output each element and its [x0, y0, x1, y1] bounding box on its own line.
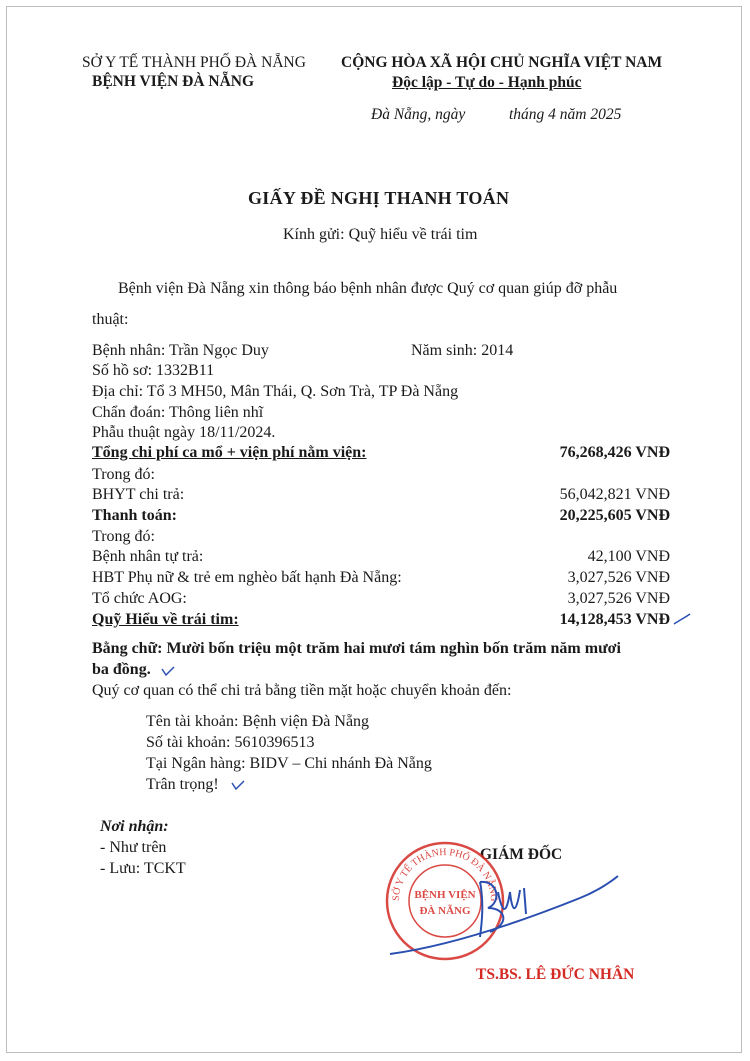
bank-name: Tại Ngân hàng: BIDV – Chi nhánh Đà Nẵng: [146, 755, 432, 772]
in-words-line-1: Bằng chữ: Mười bốn triệu một trăm hai mươi tám nghìn bốn trăm năm mươi: [92, 640, 621, 657]
recipients-heading: Nơi nhận:: [100, 818, 169, 835]
document-title: GIẤY ĐỀ NGHỊ THANH TOÁN: [248, 188, 510, 208]
fund-label: Quỹ Hiểu về trái tim:: [92, 611, 239, 628]
self-pay-label: Bệnh nhân tự trả:: [92, 548, 204, 565]
total-cost-value: 76,268,426 VNĐ: [559, 444, 670, 461]
recipients-item-1: - Như trên: [100, 839, 167, 856]
date-rest: tháng 4 năm 2025: [509, 106, 622, 123]
account-number: Số tài khoản: 5610396513: [146, 734, 315, 751]
in-words-line-2: ba đồng.: [92, 661, 151, 678]
transfer-intro: Quý cơ quan có thể chi trả bằng tiền mặt hoặc chuyển khoản đến:: [92, 682, 512, 699]
ministry-name: SỞ Y TẾ THÀNH PHỐ ĐÀ NẴNG: [82, 54, 306, 71]
handwritten-signature: [380, 862, 630, 962]
payment-label: Thanh toán:: [92, 507, 177, 524]
intro-line-2: thuật:: [92, 311, 129, 328]
fund-value: 14,128,453 VNĐ: [559, 611, 670, 628]
tick-stroke-icon: [672, 612, 692, 626]
recipients-item-2: - Lưu: TCKT: [100, 860, 186, 877]
patient-diagnosis: Chẩn đoán: Thông liên nhĩ: [92, 404, 264, 421]
hbt-label: HBT Phụ nữ & trẻ em nghèo bất hạnh Đà Nẵng:: [92, 569, 402, 586]
intro-line-1: Bệnh viện Đà Nẵng xin thông báo bệnh nhân được Quý cơ quan giúp đỡ phẫu: [118, 280, 618, 297]
bhyt-label: BHYT chi trả:: [92, 486, 185, 503]
stamp-inner-text-2: ĐÀ NẴNG: [419, 905, 471, 917]
of-which-label-1: Trong đó:: [92, 466, 155, 483]
payment-value: 20,225,605 VNĐ: [559, 507, 670, 524]
signer-name: TS.BS. LÊ ĐỨC NHÂN: [476, 966, 635, 983]
total-cost-label: Tổng chi phí ca mổ + viện phí nằm viện:: [92, 444, 367, 461]
self-pay-value: 42,100 VNĐ: [587, 548, 670, 565]
aog-label: Tổ chức AOG:: [92, 590, 187, 607]
country-name: CỘNG HÒA XÃ HỘI CHỦ NGHĨA VIỆT NAM: [341, 54, 663, 71]
of-which-label-2: Trong đó:: [92, 528, 155, 545]
patient-name: Bệnh nhân: Trần Ngọc Duy: [92, 342, 269, 359]
aog-value: 3,027,526 VNĐ: [567, 590, 670, 607]
signer-position: GIÁM ĐỐC: [480, 846, 563, 863]
recipient-line: Kính gửi: Quỹ hiểu về trái tim: [283, 226, 478, 243]
hospital-name: BỆNH VIỆN ĐÀ NẴNG: [92, 73, 255, 90]
regards: Trân trọng!: [146, 776, 219, 793]
surgery-date: Phẫu thuật ngày 18/11/2024.: [92, 424, 276, 441]
date-place: Đà Nẵng, ngày: [371, 106, 466, 123]
hbt-value: 3,027,526 VNĐ: [567, 569, 670, 586]
country-motto: Độc lập - Tự do - Hạnh phúc: [392, 74, 582, 91]
account-name: Tên tài khoản: Bệnh viện Đà Nẵng: [146, 713, 370, 730]
stamp-inner-text-1: BỆNH VIỆN: [414, 889, 476, 901]
check-mark-icon: [160, 665, 176, 677]
check-mark-icon: [230, 779, 246, 791]
bhyt-value: 56,042,821 VNĐ: [559, 486, 670, 503]
stamp-ring-text: SỞ Y TẾ THÀNH PHỐ ĐÀ NẴNG: [390, 846, 500, 902]
patient-record: Số hồ sơ: 1332B11: [92, 362, 215, 379]
patient-birth-year: Năm sinh: 2014: [411, 342, 514, 359]
patient-address: Địa chỉ: Tổ 3 MH50, Mân Thái, Q. Sơn Trà, TP Đà Nẵng: [92, 383, 459, 400]
